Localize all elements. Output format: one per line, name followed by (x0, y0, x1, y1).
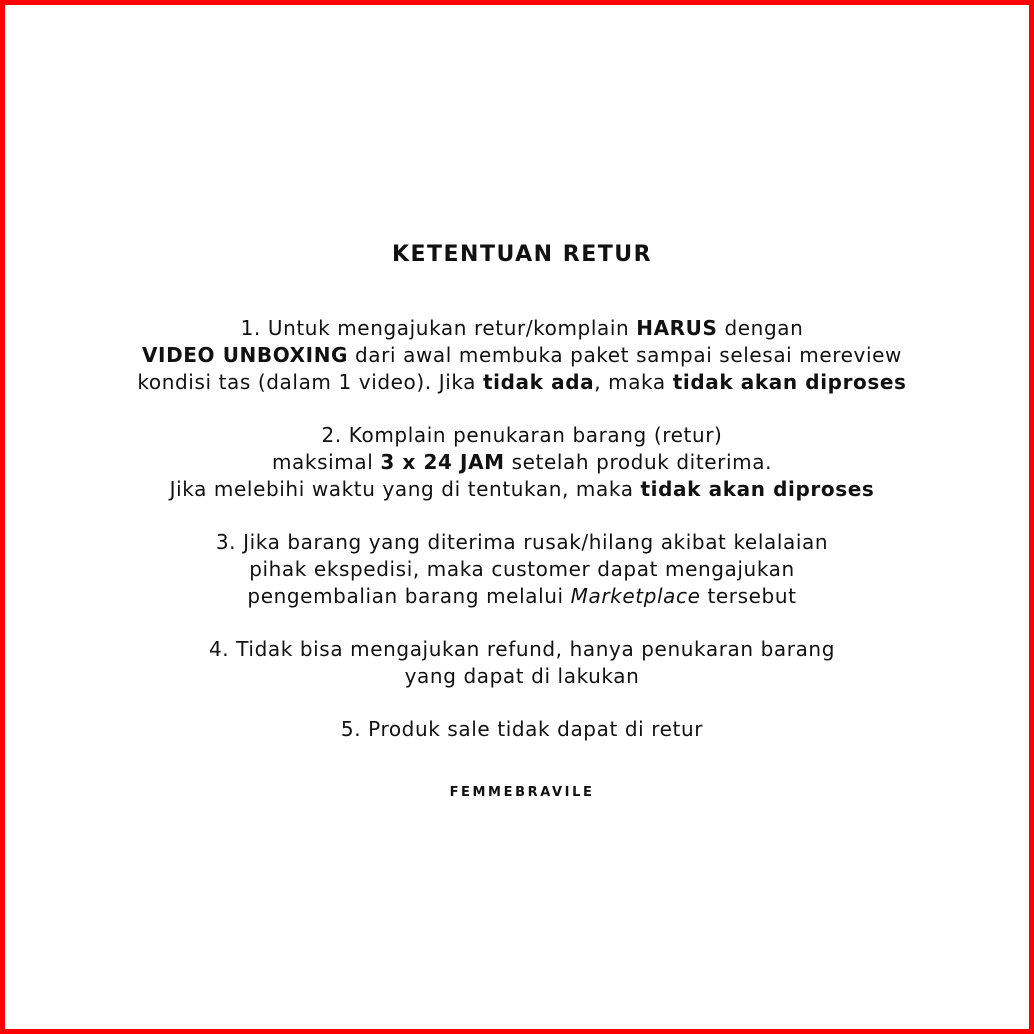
rule-emphasis-bold: VIDEO UNBOXING (141, 343, 349, 367)
rule-text: dari awal membuka paket sampai selesai mereview (348, 343, 903, 367)
rule-item-5 (5, 716, 1034, 743)
rule-emphasis-bold: 3 x 24 JAM (380, 450, 505, 474)
rule-text: yang dapat di lakukan (404, 664, 640, 688)
rule-text: 2. Komplain penukaran barang (retur) (321, 423, 723, 447)
rule-emphasis-bold: HARUS (636, 316, 718, 340)
rule-emphasis-bold: tidak ada (483, 370, 595, 394)
rule-text: maksimal (271, 450, 381, 474)
rule-line (5, 556, 1034, 583)
return-rules-list (5, 315, 1034, 769)
rule-text: Jika melebihi waktu yang di tentukan, maka (169, 477, 641, 501)
rule-line (5, 663, 1034, 690)
rule-line (5, 529, 1034, 556)
rule-emphasis-bold: tidak akan diproses (672, 370, 907, 394)
rule-line (5, 476, 1034, 503)
rule-item-2 (5, 422, 1034, 503)
rule-text: kondisi tas (dalam 1 video). Jika (137, 370, 483, 394)
rule-line (5, 422, 1034, 449)
rule-text: dengan (717, 316, 804, 340)
rule-text: pengembalian barang melalui (247, 584, 571, 608)
rule-line (5, 716, 1034, 743)
rule-text: pihak ekspedisi, maka customer dapat mengajukan (249, 557, 795, 581)
rule-emphasis-bold: tidak akan diproses (640, 477, 875, 501)
rule-text: tersebut (700, 584, 797, 608)
rule-line (5, 315, 1034, 342)
page-title: KETENTUAN RETUR (391, 242, 653, 267)
rule-item-1 (5, 315, 1034, 396)
rule-line (5, 449, 1034, 476)
rule-item-3 (5, 529, 1034, 610)
rule-text: 1. Untuk mengajukan retur/komplain (240, 316, 637, 340)
rule-line (5, 583, 1034, 610)
rule-text: 4. Tidak bisa mengajukan refund, hanya penukaran barang (208, 637, 836, 661)
rule-line (5, 369, 1034, 396)
rule-line (5, 342, 1034, 369)
rule-emphasis-italic: Marketplace (570, 584, 701, 608)
rule-item-4 (5, 636, 1034, 690)
rule-line (5, 636, 1034, 663)
rule-text: 5. Produk sale tidak dapat di retur (340, 717, 704, 741)
rule-text: setelah produk diterima. (504, 450, 773, 474)
rule-text: 3. Jika barang yang diterima rusak/hilang akibat kelalaian (215, 530, 829, 554)
brand-name: FEMMEBRAVILE (449, 785, 595, 800)
rule-text: , maka (594, 370, 673, 394)
